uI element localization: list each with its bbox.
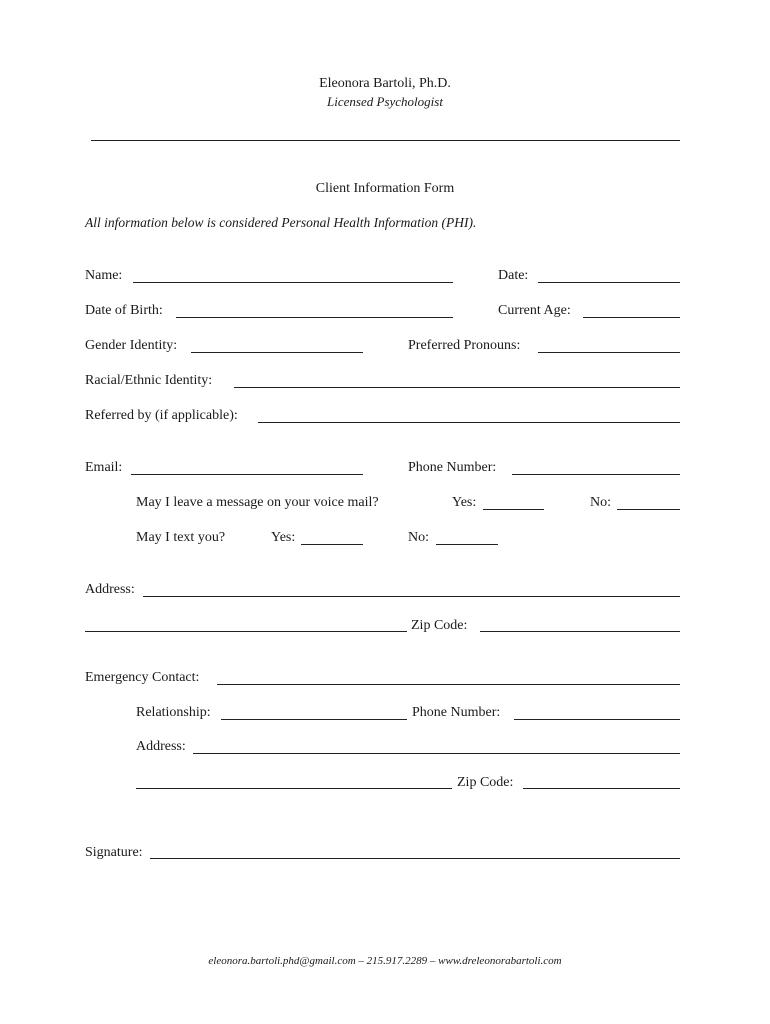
emergency-phone-field[interactable] bbox=[514, 719, 680, 720]
referred-field[interactable] bbox=[258, 422, 680, 423]
text-no-label: No: bbox=[408, 530, 429, 545]
address-line2-field[interactable] bbox=[85, 631, 407, 632]
voicemail-no-label: No: bbox=[590, 495, 611, 510]
emergency-address-label: Address: bbox=[136, 739, 186, 754]
voicemail-question: May I leave a message on your voice mail? bbox=[136, 495, 379, 510]
date-field[interactable] bbox=[538, 282, 680, 283]
ethnic-field[interactable] bbox=[234, 387, 680, 388]
header-divider bbox=[91, 140, 680, 141]
phone-label: Phone Number: bbox=[408, 460, 497, 475]
phi-notice: All information below is considered Personal Health Information (PHI). bbox=[85, 215, 477, 230]
text-no-field[interactable] bbox=[436, 544, 498, 545]
zip-label: Zip Code: bbox=[411, 618, 468, 633]
ethnic-label: Racial/Ethnic Identity: bbox=[85, 373, 213, 388]
address-label: Address: bbox=[85, 582, 135, 597]
name-label: Name: bbox=[85, 268, 123, 283]
signature-label: Signature: bbox=[85, 845, 143, 860]
text-yes-label: Yes: bbox=[271, 530, 296, 545]
address-field[interactable] bbox=[143, 596, 680, 597]
emergency-zip-field[interactable] bbox=[523, 788, 680, 789]
footer-contact: eleonora.bartoli.phd@gmail.com – 215.917.2289 – www.dreleonorabartoli.com bbox=[208, 955, 562, 967]
emergency-phone-label: Phone Number: bbox=[412, 705, 501, 720]
age-field[interactable] bbox=[583, 317, 680, 318]
zip-field[interactable] bbox=[480, 631, 680, 632]
name-field[interactable] bbox=[133, 282, 453, 283]
practitioner-name: Eleonora Bartoli, Ph.D. bbox=[319, 76, 451, 91]
voicemail-no-field[interactable] bbox=[617, 509, 680, 510]
emergency-zip-label: Zip Code: bbox=[457, 775, 514, 790]
pronouns-field[interactable] bbox=[538, 352, 680, 353]
voicemail-yes-field[interactable] bbox=[483, 509, 544, 510]
practitioner-title: Licensed Psychologist bbox=[327, 94, 443, 109]
text-yes-field[interactable] bbox=[301, 544, 363, 545]
pronouns-label: Preferred Pronouns: bbox=[408, 338, 521, 353]
dob-field[interactable] bbox=[176, 317, 453, 318]
date-label: Date: bbox=[498, 268, 529, 283]
emergency-field[interactable] bbox=[217, 684, 680, 685]
referred-label: Referred by (if applicable): bbox=[85, 408, 238, 423]
relationship-label: Relationship: bbox=[136, 705, 211, 720]
gender-label: Gender Identity: bbox=[85, 338, 178, 353]
dob-label: Date of Birth: bbox=[85, 303, 163, 318]
relationship-field[interactable] bbox=[221, 719, 407, 720]
signature-field[interactable] bbox=[150, 858, 680, 859]
text-question: May I text you? bbox=[136, 530, 226, 545]
form-title: Client Information Form bbox=[315, 181, 455, 196]
emergency-address-field[interactable] bbox=[193, 753, 680, 754]
emergency-address-line2-field[interactable] bbox=[136, 788, 452, 789]
gender-field[interactable] bbox=[191, 352, 363, 353]
emergency-label: Emergency Contact: bbox=[85, 670, 200, 685]
age-label: Current Age: bbox=[498, 303, 571, 318]
voicemail-yes-label: Yes: bbox=[452, 495, 477, 510]
phone-field[interactable] bbox=[512, 474, 680, 475]
email-field[interactable] bbox=[131, 474, 363, 475]
email-label: Email: bbox=[85, 460, 123, 475]
